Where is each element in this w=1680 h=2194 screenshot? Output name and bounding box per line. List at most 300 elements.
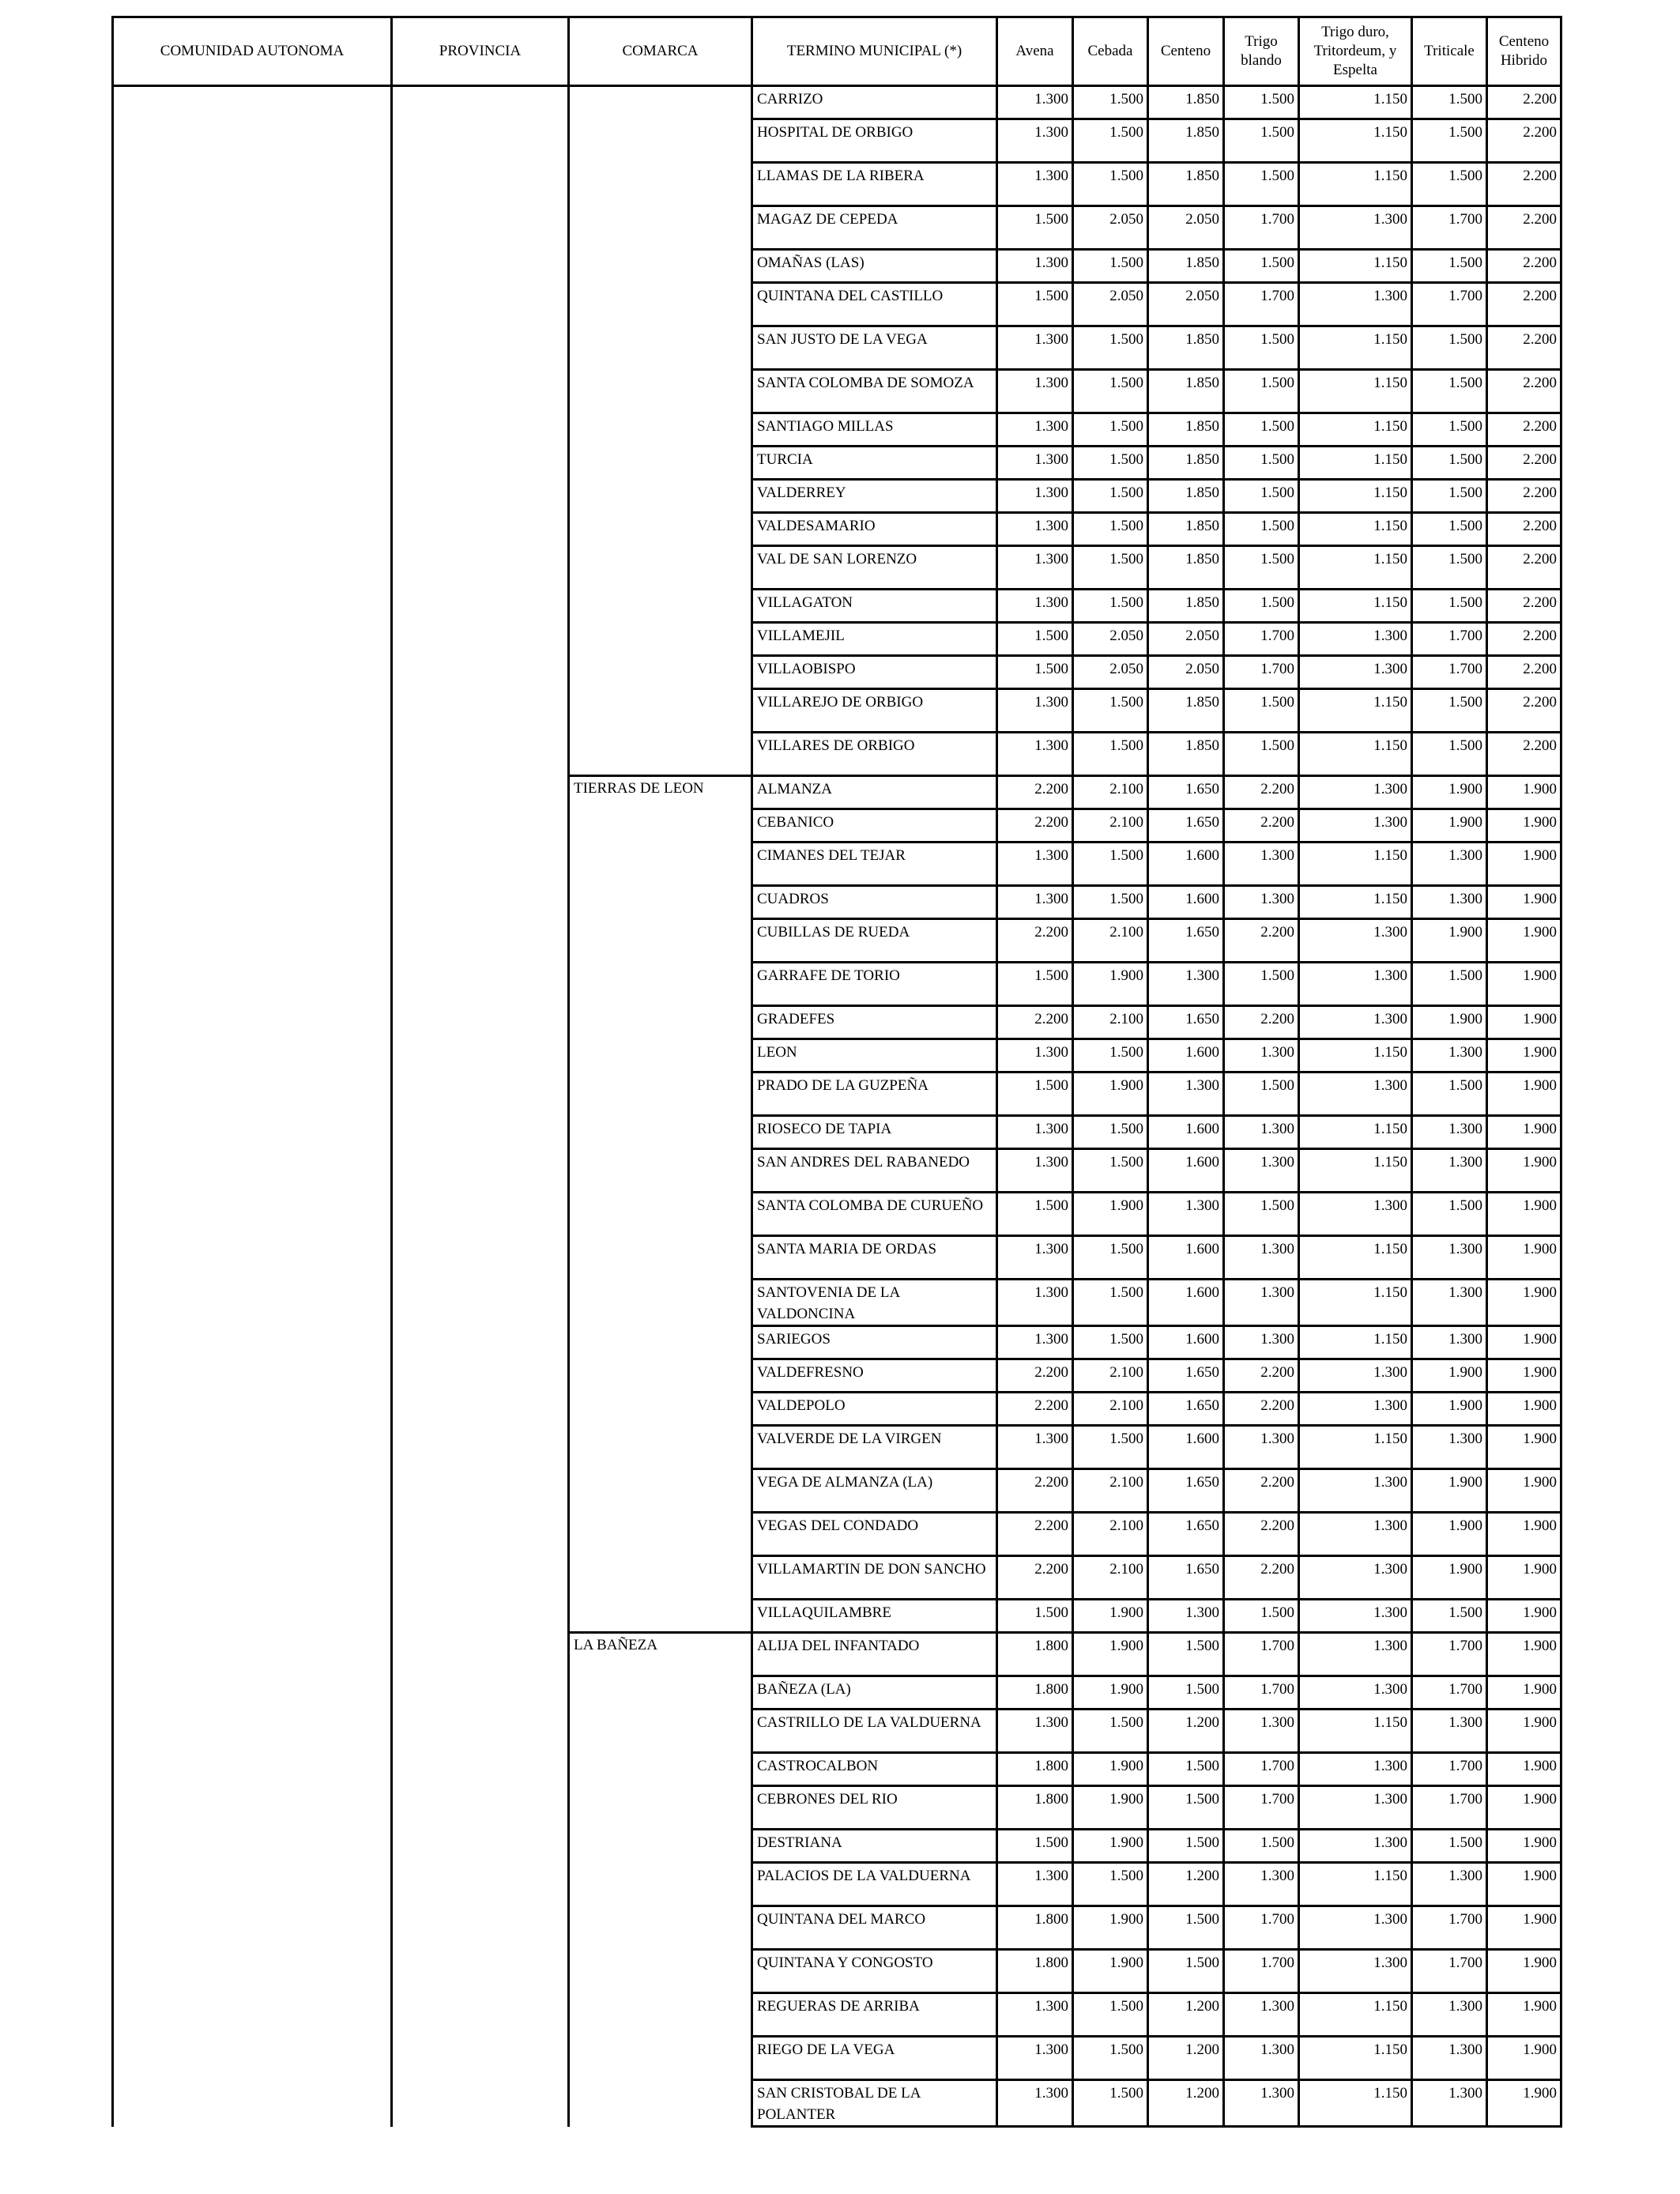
cebada-value: 1.500 (1073, 1236, 1148, 1280)
trigo-duro-value: 1.150 (1299, 1236, 1412, 1280)
municipio-cell: CEBRONES DEL RIO (752, 1786, 997, 1830)
centeno-hibrido-value: 2.200 (1487, 513, 1561, 546)
triticale-value: 1.500 (1412, 1193, 1487, 1236)
centeno-hibrido-value: 1.900 (1487, 776, 1561, 809)
centeno-hibrido-value: 2.200 (1487, 326, 1561, 370)
centeno-hibrido-value: 1.900 (1487, 1633, 1561, 1676)
cebada-value: 1.500 (1073, 413, 1148, 447)
avena-value: 1.500 (997, 656, 1073, 689)
avena-value: 1.300 (997, 1039, 1073, 1072)
trigo-duro-value: 1.150 (1299, 326, 1412, 370)
centeno-value: 1.850 (1148, 590, 1224, 623)
trigo-duro-value: 1.150 (1299, 480, 1412, 513)
avena-value: 2.200 (997, 1359, 1073, 1393)
trigo-duro-value: 1.150 (1299, 513, 1412, 546)
trigo-duro-value: 1.300 (1299, 1469, 1412, 1513)
comunidad-cell (113, 86, 392, 2127)
triticale-value: 1.700 (1412, 623, 1487, 656)
trigo-blando-value: 1.700 (1224, 656, 1299, 689)
municipio-cell: ALIJA DEL INFANTADO (752, 1633, 997, 1676)
triticale-value: 1.900 (1412, 1556, 1487, 1600)
municipio-cell: REGUERAS DE ARRIBA (752, 1993, 997, 2037)
cebada-value: 1.900 (1073, 1676, 1148, 1710)
centeno-value: 1.650 (1148, 1513, 1224, 1556)
municipio-cell: VALDEPOLO (752, 1393, 997, 1426)
avena-value: 1.800 (997, 1950, 1073, 1993)
municipio-cell: CARRIZO (752, 86, 997, 119)
municipio-cell: BAÑEZA (LA) (752, 1676, 997, 1710)
trigo-duro-value: 1.300 (1299, 809, 1412, 843)
municipio-cell: SAN JUSTO DE LA VEGA (752, 326, 997, 370)
trigo-duro-value: 1.150 (1299, 2037, 1412, 2080)
triticale-value: 1.500 (1412, 513, 1487, 546)
centeno-value: 1.600 (1148, 1116, 1224, 1149)
cebada-value: 1.500 (1073, 1280, 1148, 1326)
trigo-duro-value: 1.150 (1299, 843, 1412, 886)
trigo-duro-value: 1.150 (1299, 2080, 1412, 2127)
centeno-value: 1.200 (1148, 2080, 1224, 2127)
triticale-value: 1.700 (1412, 1950, 1487, 1993)
trigo-duro-value: 1.300 (1299, 1072, 1412, 1116)
header-avena: Avena (997, 17, 1073, 86)
centeno-value: 1.850 (1148, 733, 1224, 776)
trigo-blando-value: 1.500 (1224, 119, 1299, 163)
centeno-value: 1.850 (1148, 163, 1224, 206)
provincia-cell (392, 86, 569, 2127)
cebada-value: 1.500 (1073, 119, 1148, 163)
trigo-blando-value: 2.200 (1224, 1006, 1299, 1039)
trigo-blando-value: 1.300 (1224, 1039, 1299, 1072)
municipio-cell: LEON (752, 1039, 997, 1072)
triticale-value: 1.500 (1412, 1600, 1487, 1633)
cebada-value: 1.900 (1073, 1786, 1148, 1830)
avena-value: 1.300 (997, 1863, 1073, 1906)
municipio-cell: SAN ANDRES DEL RABANEDO (752, 1149, 997, 1193)
header-comarca: COMARCA (569, 17, 752, 86)
cebada-value: 1.900 (1073, 1600, 1148, 1633)
trigo-duro-value: 1.300 (1299, 623, 1412, 656)
trigo-blando-value: 1.500 (1224, 163, 1299, 206)
trigo-blando-value: 1.300 (1224, 1236, 1299, 1280)
trigo-blando-value: 1.500 (1224, 1072, 1299, 1116)
trigo-blando-value: 1.500 (1224, 513, 1299, 546)
avena-value: 1.300 (997, 447, 1073, 480)
centeno-hibrido-value: 1.900 (1487, 1393, 1561, 1426)
cebada-value: 2.100 (1073, 776, 1148, 809)
municipio-cell: GRADEFES (752, 1006, 997, 1039)
avena-value: 1.300 (997, 1116, 1073, 1149)
triticale-value: 1.300 (1412, 2037, 1487, 2080)
avena-value: 1.300 (997, 86, 1073, 119)
centeno-value: 1.850 (1148, 546, 1224, 590)
triticale-value: 1.900 (1412, 1469, 1487, 1513)
comarca-cell: TIERRAS DE LEON (569, 776, 752, 1633)
trigo-duro-value: 1.150 (1299, 119, 1412, 163)
centeno-hibrido-value: 1.900 (1487, 1676, 1561, 1710)
cebada-value: 2.100 (1073, 1469, 1148, 1513)
trigo-duro-value: 1.300 (1299, 283, 1412, 326)
municipio-cell: CUBILLAS DE RUEDA (752, 919, 997, 963)
centeno-value: 1.600 (1148, 886, 1224, 919)
triticale-value: 1.500 (1412, 326, 1487, 370)
cebada-value: 1.500 (1073, 2080, 1148, 2127)
centeno-value: 1.850 (1148, 250, 1224, 283)
cebada-value: 1.500 (1073, 843, 1148, 886)
trigo-blando-value: 2.200 (1224, 919, 1299, 963)
municipio-cell: SANTA COLOMBA DE SOMOZA (752, 370, 997, 413)
trigo-blando-value: 1.500 (1224, 86, 1299, 119)
triticale-value: 1.900 (1412, 1006, 1487, 1039)
cebada-value: 1.900 (1073, 1633, 1148, 1676)
centeno-value: 1.300 (1148, 1072, 1224, 1116)
triticale-value: 1.900 (1412, 1513, 1487, 1556)
triticale-value: 1.300 (1412, 843, 1487, 886)
centeno-hibrido-value: 1.900 (1487, 1469, 1561, 1513)
centeno-hibrido-value: 1.900 (1487, 1993, 1561, 2037)
trigo-blando-value: 1.700 (1224, 623, 1299, 656)
centeno-hibrido-value: 1.900 (1487, 1600, 1561, 1633)
centeno-value: 1.850 (1148, 447, 1224, 480)
centeno-value: 1.600 (1148, 1039, 1224, 1072)
avena-value: 1.500 (997, 1193, 1073, 1236)
cebada-value: 1.500 (1073, 1863, 1148, 1906)
trigo-blando-value: 1.300 (1224, 2037, 1299, 2080)
cebada-value: 1.500 (1073, 733, 1148, 776)
centeno-value: 1.500 (1148, 1786, 1224, 1830)
municipio-cell: VAL DE SAN LORENZO (752, 546, 997, 590)
triticale-value: 1.700 (1412, 206, 1487, 250)
triticale-value: 1.300 (1412, 1149, 1487, 1193)
avena-value: 1.300 (997, 2037, 1073, 2080)
centeno-hibrido-value: 2.200 (1487, 163, 1561, 206)
municipio-cell: VILLAMEJIL (752, 623, 997, 656)
trigo-blando-value: 1.300 (1224, 843, 1299, 886)
municipio-cell: RIEGO DE LA VEGA (752, 2037, 997, 2080)
triticale-value: 1.300 (1412, 1710, 1487, 1753)
cebada-value: 1.500 (1073, 2037, 1148, 2080)
triticale-value: 1.700 (1412, 656, 1487, 689)
municipio-cell: RIOSECO DE TAPIA (752, 1116, 997, 1149)
trigo-blando-value: 2.200 (1224, 776, 1299, 809)
trigo-blando-value: 2.200 (1224, 1469, 1299, 1513)
cebada-value: 1.500 (1073, 1710, 1148, 1753)
centeno-hibrido-value: 1.900 (1487, 1116, 1561, 1149)
triticale-value: 1.300 (1412, 1426, 1487, 1469)
municipio-cell: SANTA COLOMBA DE CURUEÑO (752, 1193, 997, 1236)
centeno-value: 1.650 (1148, 1359, 1224, 1393)
avena-value: 1.300 (997, 480, 1073, 513)
avena-value: 1.800 (997, 1786, 1073, 1830)
centeno-value: 1.650 (1148, 919, 1224, 963)
avena-value: 1.300 (997, 163, 1073, 206)
cebada-value: 1.500 (1073, 689, 1148, 733)
centeno-hibrido-value: 2.200 (1487, 447, 1561, 480)
triticale-value: 1.900 (1412, 809, 1487, 843)
cebada-value: 2.100 (1073, 1393, 1148, 1426)
trigo-blando-value: 2.200 (1224, 809, 1299, 843)
triticale-value: 1.500 (1412, 546, 1487, 590)
triticale-value: 1.700 (1412, 1906, 1487, 1950)
trigo-blando-value: 1.700 (1224, 1950, 1299, 1993)
triticale-value: 1.300 (1412, 2080, 1487, 2127)
cebada-value: 2.100 (1073, 1556, 1148, 1600)
cebada-value: 1.500 (1073, 1149, 1148, 1193)
municipio-cell: VALDEFRESNO (752, 1359, 997, 1393)
avena-value: 1.500 (997, 623, 1073, 656)
centeno-value: 1.300 (1148, 1600, 1224, 1633)
trigo-blando-value: 1.500 (1224, 1830, 1299, 1863)
avena-value: 1.300 (997, 513, 1073, 546)
cebada-value: 1.500 (1073, 1326, 1148, 1359)
centeno-hibrido-value: 1.900 (1487, 843, 1561, 886)
trigo-blando-value: 1.300 (1224, 1863, 1299, 1906)
centeno-hibrido-value: 1.900 (1487, 963, 1561, 1006)
centeno-value: 1.300 (1148, 1193, 1224, 1236)
triticale-value: 1.900 (1412, 919, 1487, 963)
cebada-value: 1.500 (1073, 1116, 1148, 1149)
cebada-value: 1.500 (1073, 86, 1148, 119)
avena-value: 1.300 (997, 1326, 1073, 1359)
avena-value: 1.500 (997, 206, 1073, 250)
centeno-hibrido-value: 1.900 (1487, 1753, 1561, 1786)
avena-value: 2.200 (997, 1469, 1073, 1513)
trigo-blando-value: 1.300 (1224, 1993, 1299, 2037)
municipio-cell: SARIEGOS (752, 1326, 997, 1359)
trigo-blando-value: 2.200 (1224, 1359, 1299, 1393)
centeno-value: 1.650 (1148, 1006, 1224, 1039)
municipio-cell: HOSPITAL DE ORBIGO (752, 119, 997, 163)
triticale-value: 1.500 (1412, 963, 1487, 1006)
municipio-cell: CEBANICO (752, 809, 997, 843)
municipio-cell: QUINTANA DEL CASTILLO (752, 283, 997, 326)
centeno-hibrido-value: 2.200 (1487, 206, 1561, 250)
avena-value: 1.500 (997, 1830, 1073, 1863)
centeno-value: 1.600 (1148, 1426, 1224, 1469)
triticale-value: 1.300 (1412, 1326, 1487, 1359)
trigo-duro-value: 1.300 (1299, 776, 1412, 809)
municipio-cell: CUADROS (752, 886, 997, 919)
municipio-cell: ALMANZA (752, 776, 997, 809)
yield-table (111, 16, 1562, 2128)
trigo-blando-value: 1.500 (1224, 447, 1299, 480)
centeno-value: 1.200 (1148, 1863, 1224, 1906)
header-trigo-blando: Trigo blando (1224, 17, 1299, 86)
triticale-value: 1.500 (1412, 250, 1487, 283)
triticale-value: 1.900 (1412, 1359, 1487, 1393)
centeno-hibrido-value: 1.900 (1487, 1556, 1561, 1600)
municipio-cell: QUINTANA DEL MARCO (752, 1906, 997, 1950)
trigo-blando-value: 2.200 (1224, 1556, 1299, 1600)
trigo-duro-value: 1.150 (1299, 1116, 1412, 1149)
municipio-cell: GARRAFE DE TORIO (752, 963, 997, 1006)
avena-value: 1.300 (997, 326, 1073, 370)
avena-value: 2.200 (997, 776, 1073, 809)
centeno-value: 1.850 (1148, 370, 1224, 413)
trigo-blando-value: 2.200 (1224, 1513, 1299, 1556)
document-page (111, 16, 1560, 2128)
municipio-cell: MAGAZ DE CEPEDA (752, 206, 997, 250)
centeno-value: 2.050 (1148, 656, 1224, 689)
trigo-duro-value: 1.300 (1299, 656, 1412, 689)
cebada-value: 1.500 (1073, 886, 1148, 919)
municipio-cell: QUINTANA Y CONGOSTO (752, 1950, 997, 1993)
centeno-hibrido-value: 1.900 (1487, 919, 1561, 963)
centeno-hibrido-value: 1.900 (1487, 1710, 1561, 1753)
triticale-value: 1.500 (1412, 480, 1487, 513)
trigo-blando-value: 1.500 (1224, 326, 1299, 370)
triticale-value: 1.500 (1412, 1830, 1487, 1863)
cebada-value: 1.500 (1073, 1426, 1148, 1469)
cebada-value: 1.900 (1073, 1950, 1148, 1993)
triticale-value: 1.300 (1412, 1280, 1487, 1326)
header-trigo-duro: Trigo duro, Tritordeum, y Espelta (1299, 17, 1412, 86)
avena-value: 1.300 (997, 250, 1073, 283)
centeno-hibrido-value: 1.900 (1487, 1149, 1561, 1193)
trigo-blando-value: 1.300 (1224, 2080, 1299, 2127)
centeno-value: 1.600 (1148, 1149, 1224, 1193)
centeno-hibrido-value: 1.900 (1487, 2080, 1561, 2127)
centeno-value: 1.500 (1148, 1676, 1224, 1710)
avena-value: 1.300 (997, 1236, 1073, 1280)
municipio-cell: VEGAS DEL CONDADO (752, 1513, 997, 1556)
municipio-cell: SANTIAGO MILLAS (752, 413, 997, 447)
avena-value: 1.300 (997, 370, 1073, 413)
centeno-hibrido-value: 1.900 (1487, 1830, 1561, 1863)
avena-value: 1.300 (997, 1993, 1073, 2037)
centeno-hibrido-value: 1.900 (1487, 1072, 1561, 1116)
trigo-duro-value: 1.150 (1299, 447, 1412, 480)
centeno-hibrido-value: 1.900 (1487, 1193, 1561, 1236)
trigo-blando-value: 1.300 (1224, 1280, 1299, 1326)
centeno-value: 1.850 (1148, 513, 1224, 546)
header-cebada: Cebada (1073, 17, 1148, 86)
trigo-duro-value: 1.300 (1299, 1193, 1412, 1236)
triticale-value: 1.500 (1412, 86, 1487, 119)
municipio-cell: VALDERREY (752, 480, 997, 513)
triticale-value: 1.300 (1412, 1116, 1487, 1149)
comarca-cell: LA BAÑEZA (569, 1633, 752, 2127)
centeno-hibrido-value: 1.900 (1487, 1359, 1561, 1393)
municipio-cell: VILLAQUILAMBRE (752, 1600, 997, 1633)
municipio-cell: SANTOVENIA DE LA VALDONCINA (752, 1280, 997, 1326)
centeno-value: 1.650 (1148, 809, 1224, 843)
centeno-hibrido-value: 1.900 (1487, 2037, 1561, 2080)
trigo-blando-value: 1.500 (1224, 1600, 1299, 1633)
centeno-value: 1.600 (1148, 1236, 1224, 1280)
triticale-value: 1.300 (1412, 886, 1487, 919)
cebada-value: 2.100 (1073, 1359, 1148, 1393)
trigo-blando-value: 1.700 (1224, 283, 1299, 326)
cebada-value: 1.500 (1073, 163, 1148, 206)
cebada-value: 1.900 (1073, 1753, 1148, 1786)
centeno-value: 1.850 (1148, 689, 1224, 733)
trigo-duro-value: 1.150 (1299, 1326, 1412, 1359)
triticale-value: 1.500 (1412, 447, 1487, 480)
centeno-value: 1.500 (1148, 1633, 1224, 1676)
avena-value: 1.800 (997, 1633, 1073, 1676)
centeno-hibrido-value: 2.200 (1487, 546, 1561, 590)
triticale-value: 1.500 (1412, 733, 1487, 776)
centeno-hibrido-value: 2.200 (1487, 623, 1561, 656)
cebada-value: 2.100 (1073, 809, 1148, 843)
avena-value: 1.300 (997, 1426, 1073, 1469)
trigo-blando-value: 1.500 (1224, 590, 1299, 623)
cebada-value: 2.050 (1073, 283, 1148, 326)
cebada-value: 2.100 (1073, 1513, 1148, 1556)
cebada-value: 2.050 (1073, 206, 1148, 250)
centeno-value: 1.850 (1148, 119, 1224, 163)
centeno-hibrido-value: 1.900 (1487, 886, 1561, 919)
cebada-value: 1.900 (1073, 1830, 1148, 1863)
municipio-cell: SAN CRISTOBAL DE LA POLANTER (752, 2080, 997, 2127)
trigo-blando-value: 1.500 (1224, 413, 1299, 447)
triticale-value: 1.500 (1412, 413, 1487, 447)
trigo-blando-value: 1.500 (1224, 963, 1299, 1006)
cebada-value: 1.900 (1073, 1072, 1148, 1116)
centeno-value: 1.650 (1148, 1393, 1224, 1426)
avena-value: 1.500 (997, 963, 1073, 1006)
avena-value: 1.800 (997, 1906, 1073, 1950)
centeno-value: 1.600 (1148, 1326, 1224, 1359)
municipio-cell: CIMANES DEL TEJAR (752, 843, 997, 886)
centeno-hibrido-value: 1.900 (1487, 1950, 1561, 1993)
trigo-duro-value: 1.300 (1299, 1393, 1412, 1426)
trigo-blando-value: 1.300 (1224, 886, 1299, 919)
header-provincia: PROVINCIA (392, 17, 569, 86)
trigo-blando-value: 1.700 (1224, 1676, 1299, 1710)
municipio-cell: VILLAREJO DE ORBIGO (752, 689, 997, 733)
trigo-duro-value: 1.300 (1299, 1753, 1412, 1786)
avena-value: 1.500 (997, 1600, 1073, 1633)
cebada-value: 1.500 (1073, 590, 1148, 623)
centeno-value: 1.500 (1148, 1753, 1224, 1786)
trigo-duro-value: 1.300 (1299, 1830, 1412, 1863)
centeno-value: 2.050 (1148, 206, 1224, 250)
trigo-duro-value: 1.300 (1299, 1906, 1412, 1950)
centeno-value: 2.050 (1148, 623, 1224, 656)
cebada-value: 1.500 (1073, 1039, 1148, 1072)
centeno-hibrido-value: 2.200 (1487, 590, 1561, 623)
centeno-hibrido-value: 1.900 (1487, 1513, 1561, 1556)
centeno-hibrido-value: 2.200 (1487, 86, 1561, 119)
trigo-blando-value: 1.500 (1224, 480, 1299, 513)
cebada-value: 1.500 (1073, 250, 1148, 283)
cebada-value: 1.500 (1073, 480, 1148, 513)
trigo-duro-value: 1.300 (1299, 1006, 1412, 1039)
triticale-value: 1.500 (1412, 163, 1487, 206)
trigo-duro-value: 1.150 (1299, 1863, 1412, 1906)
avena-value: 1.300 (997, 546, 1073, 590)
centeno-value: 1.300 (1148, 963, 1224, 1006)
triticale-value: 1.500 (1412, 590, 1487, 623)
municipio-cell: VALVERDE DE LA VIRGEN (752, 1426, 997, 1469)
centeno-hibrido-value: 2.200 (1487, 656, 1561, 689)
municipio-cell: LLAMAS DE LA RIBERA (752, 163, 997, 206)
trigo-duro-value: 1.150 (1299, 370, 1412, 413)
avena-value: 2.200 (997, 919, 1073, 963)
triticale-value: 1.700 (1412, 1676, 1487, 1710)
centeno-value: 1.850 (1148, 480, 1224, 513)
trigo-duro-value: 1.300 (1299, 1950, 1412, 1993)
centeno-value: 1.650 (1148, 1469, 1224, 1513)
triticale-value: 1.300 (1412, 1993, 1487, 2037)
trigo-duro-value: 1.300 (1299, 206, 1412, 250)
cebada-value: 1.900 (1073, 963, 1148, 1006)
cebada-value: 1.500 (1073, 513, 1148, 546)
trigo-duro-value: 1.150 (1299, 689, 1412, 733)
header-comunidad: COMUNIDAD AUTONOMA (113, 17, 392, 86)
cebada-value: 1.500 (1073, 546, 1148, 590)
